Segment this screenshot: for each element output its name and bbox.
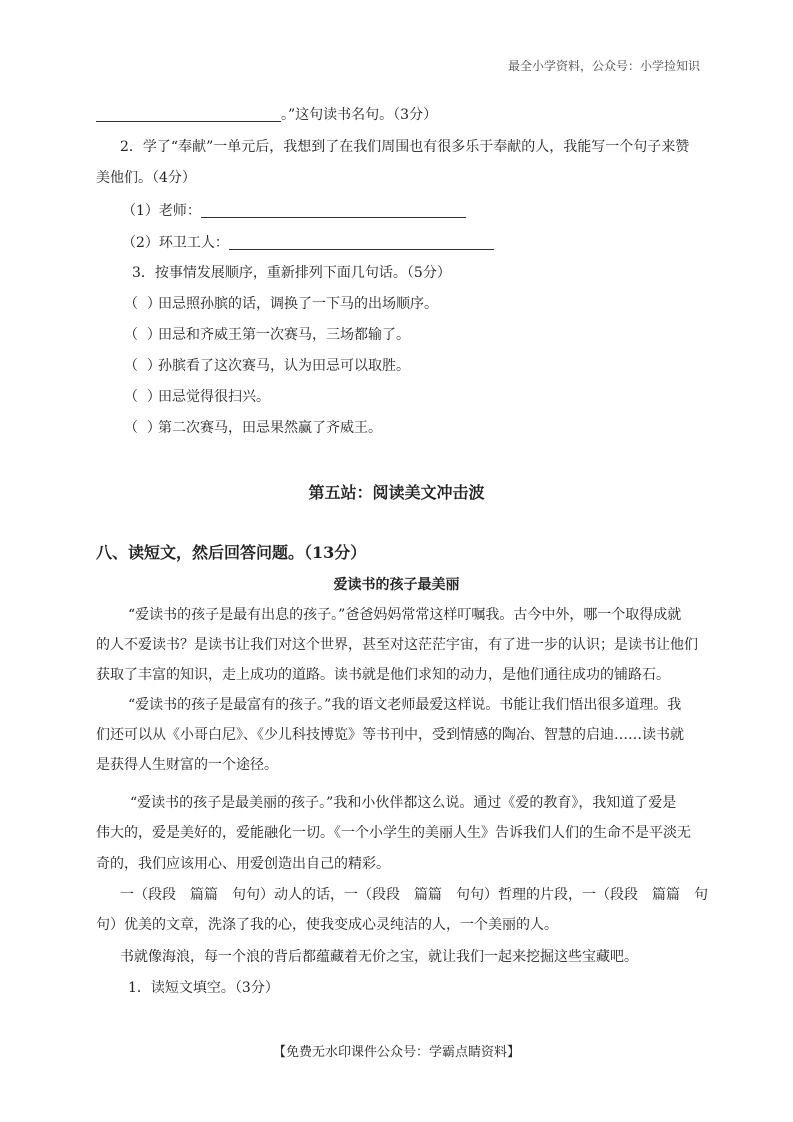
order-blank[interactable]: （ ） [124,389,161,405]
order-item [124,355,410,375]
order-item [124,324,410,344]
order-item-text: 孙膑看了这次赛马，认为田忌可以取胜。 [158,358,410,374]
article-line: 获取了丰富的知识，走上成功的道路。读书就是他们求知的动力，是他们通往成功的铺路石。 [96,667,670,683]
page-header: 最全小学资料，公众号：小学捡知识 [507,59,700,73]
order-blank[interactable]: （ ） [124,420,161,436]
answer-line-sanitation-worker[interactable] [229,235,494,250]
item-label-teacher: （1）老师： [122,203,201,219]
article-line: 的人不爱读书？是读书让我们对这个世界，甚至对这茫茫宇宙，有了进一步的认识；是读书让他们 [96,637,698,653]
question-1-tail [96,104,437,124]
article-line: 是获得人生财富的一个途径。 [96,757,278,773]
article-line: 句）优美的文章，洗涤了我的心，使我变成心灵纯洁的人，一个美丽的人。 [96,917,558,933]
article-line: 奇的，我们应该用心、用爱创造出自己的精彩。 [96,856,390,872]
article-line: 伟大的，爱是美好的，爱能融化一切。《一个小学生的美丽人生》告诉我们人们的生命不是平淡无 [96,825,691,841]
order-blank[interactable]: （ ） [124,358,161,374]
order-blank[interactable]: （ ） [124,327,161,343]
order-item-text: 田忌和齐威王第一次赛马，三场都输了。 [158,327,410,343]
question-2-item-1 [122,200,466,220]
station-title: 第五站：阅读美文冲击波 [308,483,485,502]
question-2-prompt-line1: 2．学了“奉献”一单元后，我想到了在我们周围也有很多乐于奉献的人，我能写一个句子来赞 [120,139,690,155]
article-line: “爱读书的孩子是最有出息的孩子。”爸爸妈妈常常这样叮嘱我。古今中外，哪一个取得成就 [128,607,682,623]
section-heading: 八、读短文，然后回答问题。（13分） [96,543,367,562]
article-line: “爱读书的孩子是最美丽的孩子。”我和小伙伴都这么说。通过《爱的教育》，我知道了爱是 [130,795,677,811]
answer-line-teacher[interactable] [201,203,466,218]
article-line: 书就像海浪，每一个浪的背后都蕴藏着无价之宝，就让我们一起来挖掘这些宝藏吧。 [120,949,638,965]
page-footer: 【免费无水印课件公众号：学霸点睛资料】 [272,1045,520,1060]
order-blank[interactable]: （ ） [124,296,161,312]
article-title: 爱读书的孩子最美丽 [333,577,460,593]
item-label-sanitation-worker: （2）环卫工人： [122,235,229,251]
article-line: 们还可以从《小哥白尼》、《少儿科技博览》等书刊中，受到情感的陶冶、智慧的启迪……读书就 [96,727,684,743]
order-item-text: 田忌觉得很扫兴。 [158,389,270,405]
article-line: “爱读书的孩子是最富有的孩子。”我的语文老师最爱这样说。书能让我们悟出很多道理。我 [128,697,682,713]
question-2-prompt-line2: 美他们。（4分） [96,170,196,186]
order-item [124,386,270,406]
order-item [124,417,382,437]
article-line: 一（段段 篇篇 句句）动人的话，一（段段 篇篇 句句）哲理的片段，一（段段 篇篇 句 [120,887,708,903]
question-1-tail-text: 。”这句读书名句。（3分） [281,107,438,123]
answer-blank[interactable] [96,107,281,122]
question-3-prompt: 3．按事情发展顺序，重新排列下面几句话。（5分） [132,265,451,281]
order-item-text: 第二次赛马，田忌果然赢了齐威王。 [158,420,382,436]
order-item [124,293,438,313]
question-2-item-2 [122,232,494,252]
subquestion-1-prompt: 1．读短文填空。（3分） [128,980,279,996]
order-item-text: 田忌照孙膑的话，调换了一下马的出场顺序。 [158,296,438,312]
